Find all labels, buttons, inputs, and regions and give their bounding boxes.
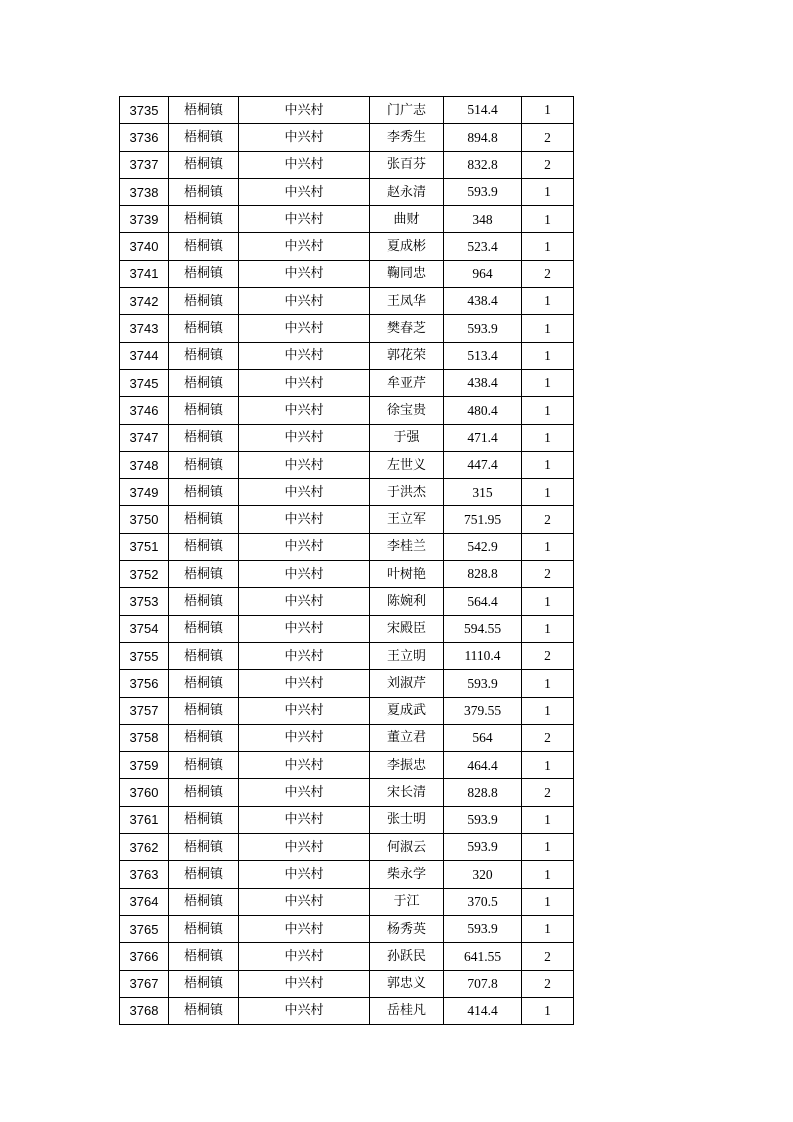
table-row [120,533,574,560]
amount-cell: 593.9 [444,806,522,833]
table-row [120,615,574,642]
count-cell: 1 [522,97,574,124]
town-cell: 梧桐镇 [169,315,239,342]
row-id-cell: 3751 [120,533,169,560]
table-row [120,561,574,588]
row-id-cell: 3755 [120,642,169,669]
village-cell: 中兴村 [239,151,370,178]
amount-cell: 894.8 [444,124,522,151]
row-id-cell: 3735 [120,97,169,124]
table-row [120,997,574,1024]
town-cell: 梧桐镇 [169,506,239,533]
row-id-cell: 3762 [120,834,169,861]
town-cell: 梧桐镇 [169,861,239,888]
table-row [120,970,574,997]
amount-cell: 828.8 [444,779,522,806]
name-cell: 夏成武 [370,697,444,724]
row-id-cell: 3768 [120,997,169,1024]
amount-cell: 320 [444,861,522,888]
village-cell: 中兴村 [239,943,370,970]
village-cell: 中兴村 [239,642,370,669]
village-cell: 中兴村 [239,233,370,260]
table-row [120,588,574,615]
row-id-cell: 3741 [120,260,169,287]
table-row [120,834,574,861]
town-cell: 梧桐镇 [169,206,239,233]
table-row [120,943,574,970]
count-cell: 2 [522,260,574,287]
amount-cell: 379.55 [444,697,522,724]
row-id-cell: 3752 [120,561,169,588]
town-cell: 梧桐镇 [169,233,239,260]
row-id-cell: 3736 [120,124,169,151]
town-cell: 梧桐镇 [169,915,239,942]
name-cell: 何淑云 [370,834,444,861]
village-cell: 中兴村 [239,178,370,205]
count-cell: 1 [522,369,574,396]
count-cell: 1 [522,288,574,315]
count-cell: 2 [522,943,574,970]
count-cell: 2 [522,506,574,533]
amount-cell: 832.8 [444,151,522,178]
name-cell: 杨秀英 [370,915,444,942]
count-cell: 1 [522,424,574,451]
village-cell: 中兴村 [239,369,370,396]
count-cell: 2 [522,724,574,751]
village-cell: 中兴村 [239,970,370,997]
table-row [120,178,574,205]
table-row [120,506,574,533]
amount-cell: 828.8 [444,561,522,588]
table-body [120,97,574,1025]
table-row [120,342,574,369]
row-id-cell: 3748 [120,451,169,478]
town-cell: 梧桐镇 [169,724,239,751]
name-cell: 李振忠 [370,752,444,779]
name-cell: 宋长清 [370,779,444,806]
table-row [120,397,574,424]
table-row [120,206,574,233]
amount-cell: 471.4 [444,424,522,451]
amount-cell: 480.4 [444,397,522,424]
name-cell: 于江 [370,888,444,915]
town-cell: 梧桐镇 [169,615,239,642]
count-cell: 1 [522,670,574,697]
town-cell: 梧桐镇 [169,642,239,669]
amount-cell: 1110.4 [444,642,522,669]
table-row [120,151,574,178]
table-row [120,124,574,151]
table-row [120,479,574,506]
amount-cell: 464.4 [444,752,522,779]
table-row [120,670,574,697]
name-cell: 鞠同忠 [370,260,444,287]
name-cell: 曲财 [370,206,444,233]
amount-cell: 641.55 [444,943,522,970]
amount-cell: 751.95 [444,506,522,533]
town-cell: 梧桐镇 [169,670,239,697]
town-cell: 梧桐镇 [169,151,239,178]
town-cell: 梧桐镇 [169,97,239,124]
village-cell: 中兴村 [239,834,370,861]
village-cell: 中兴村 [239,97,370,124]
count-cell: 1 [522,861,574,888]
name-cell: 于洪杰 [370,479,444,506]
count-cell: 2 [522,642,574,669]
amount-cell: 564 [444,724,522,751]
row-id-cell: 3739 [120,206,169,233]
table-row [120,288,574,315]
count-cell: 1 [522,806,574,833]
table-row [120,451,574,478]
table-row [120,915,574,942]
count-cell: 1 [522,533,574,560]
name-cell: 郭忠义 [370,970,444,997]
village-cell: 中兴村 [239,533,370,560]
table-row [120,861,574,888]
row-id-cell: 3750 [120,506,169,533]
table-row [120,642,574,669]
name-cell: 徐宝贵 [370,397,444,424]
count-cell: 1 [522,397,574,424]
name-cell: 张士明 [370,806,444,833]
name-cell: 李桂兰 [370,533,444,560]
row-id-cell: 3747 [120,424,169,451]
row-id-cell: 3738 [120,178,169,205]
town-cell: 梧桐镇 [169,834,239,861]
row-id-cell: 3759 [120,752,169,779]
row-id-cell: 3740 [120,233,169,260]
amount-cell: 414.4 [444,997,522,1024]
town-cell: 梧桐镇 [169,752,239,779]
row-id-cell: 3754 [120,615,169,642]
town-cell: 梧桐镇 [169,479,239,506]
row-id-cell: 3757 [120,697,169,724]
amount-cell: 315 [444,479,522,506]
name-cell: 李秀生 [370,124,444,151]
amount-cell: 447.4 [444,451,522,478]
amount-cell: 370.5 [444,888,522,915]
town-cell: 梧桐镇 [169,533,239,560]
town-cell: 梧桐镇 [169,451,239,478]
village-cell: 中兴村 [239,779,370,806]
village-cell: 中兴村 [239,288,370,315]
table-row [120,697,574,724]
count-cell: 1 [522,697,574,724]
town-cell: 梧桐镇 [169,697,239,724]
name-cell: 王立明 [370,642,444,669]
table-row [120,424,574,451]
village-cell: 中兴村 [239,861,370,888]
town-cell: 梧桐镇 [169,288,239,315]
village-cell: 中兴村 [239,806,370,833]
table-row [120,806,574,833]
village-cell: 中兴村 [239,124,370,151]
village-cell: 中兴村 [239,615,370,642]
count-cell: 1 [522,315,574,342]
town-cell: 梧桐镇 [169,260,239,287]
name-cell: 王凤华 [370,288,444,315]
village-cell: 中兴村 [239,397,370,424]
village-cell: 中兴村 [239,697,370,724]
village-cell: 中兴村 [239,506,370,533]
name-cell: 王立军 [370,506,444,533]
row-id-cell: 3737 [120,151,169,178]
data-table [119,96,574,1025]
town-cell: 梧桐镇 [169,997,239,1024]
row-id-cell: 3749 [120,479,169,506]
village-cell: 中兴村 [239,561,370,588]
village-cell: 中兴村 [239,451,370,478]
amount-cell: 593.9 [444,670,522,697]
table-row [120,752,574,779]
amount-cell: 593.9 [444,915,522,942]
row-id-cell: 3745 [120,369,169,396]
row-id-cell: 3763 [120,861,169,888]
village-cell: 中兴村 [239,260,370,287]
count-cell: 1 [522,915,574,942]
amount-cell: 594.55 [444,615,522,642]
table-row [120,724,574,751]
table-row [120,97,574,124]
count-cell: 2 [522,124,574,151]
count-cell: 2 [522,561,574,588]
amount-cell: 348 [444,206,522,233]
count-cell: 1 [522,479,574,506]
name-cell: 陈婉利 [370,588,444,615]
name-cell: 左世义 [370,451,444,478]
amount-cell: 514.4 [444,97,522,124]
count-cell: 1 [522,178,574,205]
table-row [120,369,574,396]
count-cell: 1 [522,233,574,260]
name-cell: 柴永学 [370,861,444,888]
name-cell: 刘淑芹 [370,670,444,697]
name-cell: 张百芬 [370,151,444,178]
amount-cell: 523.4 [444,233,522,260]
name-cell: 牟亚芹 [370,369,444,396]
count-cell: 1 [522,206,574,233]
amount-cell: 593.9 [444,834,522,861]
town-cell: 梧桐镇 [169,369,239,396]
town-cell: 梧桐镇 [169,779,239,806]
town-cell: 梧桐镇 [169,806,239,833]
count-cell: 2 [522,970,574,997]
row-id-cell: 3765 [120,915,169,942]
name-cell: 夏成彬 [370,233,444,260]
table-row [120,888,574,915]
village-cell: 中兴村 [239,997,370,1024]
count-cell: 2 [522,151,574,178]
row-id-cell: 3767 [120,970,169,997]
name-cell: 董立君 [370,724,444,751]
row-id-cell: 3758 [120,724,169,751]
count-cell: 1 [522,451,574,478]
row-id-cell: 3744 [120,342,169,369]
village-cell: 中兴村 [239,915,370,942]
name-cell: 樊春芝 [370,315,444,342]
amount-cell: 438.4 [444,288,522,315]
village-cell: 中兴村 [239,724,370,751]
count-cell: 1 [522,888,574,915]
row-id-cell: 3742 [120,288,169,315]
name-cell: 赵永清 [370,178,444,205]
village-cell: 中兴村 [239,424,370,451]
row-id-cell: 3761 [120,806,169,833]
name-cell: 于强 [370,424,444,451]
amount-cell: 542.9 [444,533,522,560]
name-cell: 孙跃民 [370,943,444,970]
row-id-cell: 3743 [120,315,169,342]
amount-cell: 438.4 [444,369,522,396]
amount-cell: 593.9 [444,315,522,342]
row-id-cell: 3764 [120,888,169,915]
row-id-cell: 3760 [120,779,169,806]
count-cell: 1 [522,752,574,779]
table-row [120,260,574,287]
amount-cell: 513.4 [444,342,522,369]
town-cell: 梧桐镇 [169,342,239,369]
village-cell: 中兴村 [239,670,370,697]
count-cell: 1 [522,342,574,369]
count-cell: 1 [522,997,574,1024]
name-cell: 门广志 [370,97,444,124]
village-cell: 中兴村 [239,342,370,369]
town-cell: 梧桐镇 [169,124,239,151]
town-cell: 梧桐镇 [169,397,239,424]
village-cell: 中兴村 [239,888,370,915]
village-cell: 中兴村 [239,479,370,506]
town-cell: 梧桐镇 [169,561,239,588]
town-cell: 梧桐镇 [169,178,239,205]
table-row [120,233,574,260]
name-cell: 叶树艳 [370,561,444,588]
name-cell: 郭花荣 [370,342,444,369]
amount-cell: 593.9 [444,178,522,205]
village-cell: 中兴村 [239,588,370,615]
row-id-cell: 3766 [120,943,169,970]
amount-cell: 964 [444,260,522,287]
count-cell: 1 [522,834,574,861]
table-row [120,779,574,806]
table-row [120,315,574,342]
amount-cell: 564.4 [444,588,522,615]
count-cell: 1 [522,615,574,642]
row-id-cell: 3746 [120,397,169,424]
row-id-cell: 3756 [120,670,169,697]
row-id-cell: 3753 [120,588,169,615]
village-cell: 中兴村 [239,315,370,342]
name-cell: 宋殿臣 [370,615,444,642]
town-cell: 梧桐镇 [169,943,239,970]
town-cell: 梧桐镇 [169,588,239,615]
village-cell: 中兴村 [239,752,370,779]
count-cell: 2 [522,779,574,806]
village-cell: 中兴村 [239,206,370,233]
amount-cell: 707.8 [444,970,522,997]
name-cell: 岳桂凡 [370,997,444,1024]
document-table-container [119,96,574,1025]
town-cell: 梧桐镇 [169,888,239,915]
town-cell: 梧桐镇 [169,424,239,451]
count-cell: 1 [522,588,574,615]
town-cell: 梧桐镇 [169,970,239,997]
